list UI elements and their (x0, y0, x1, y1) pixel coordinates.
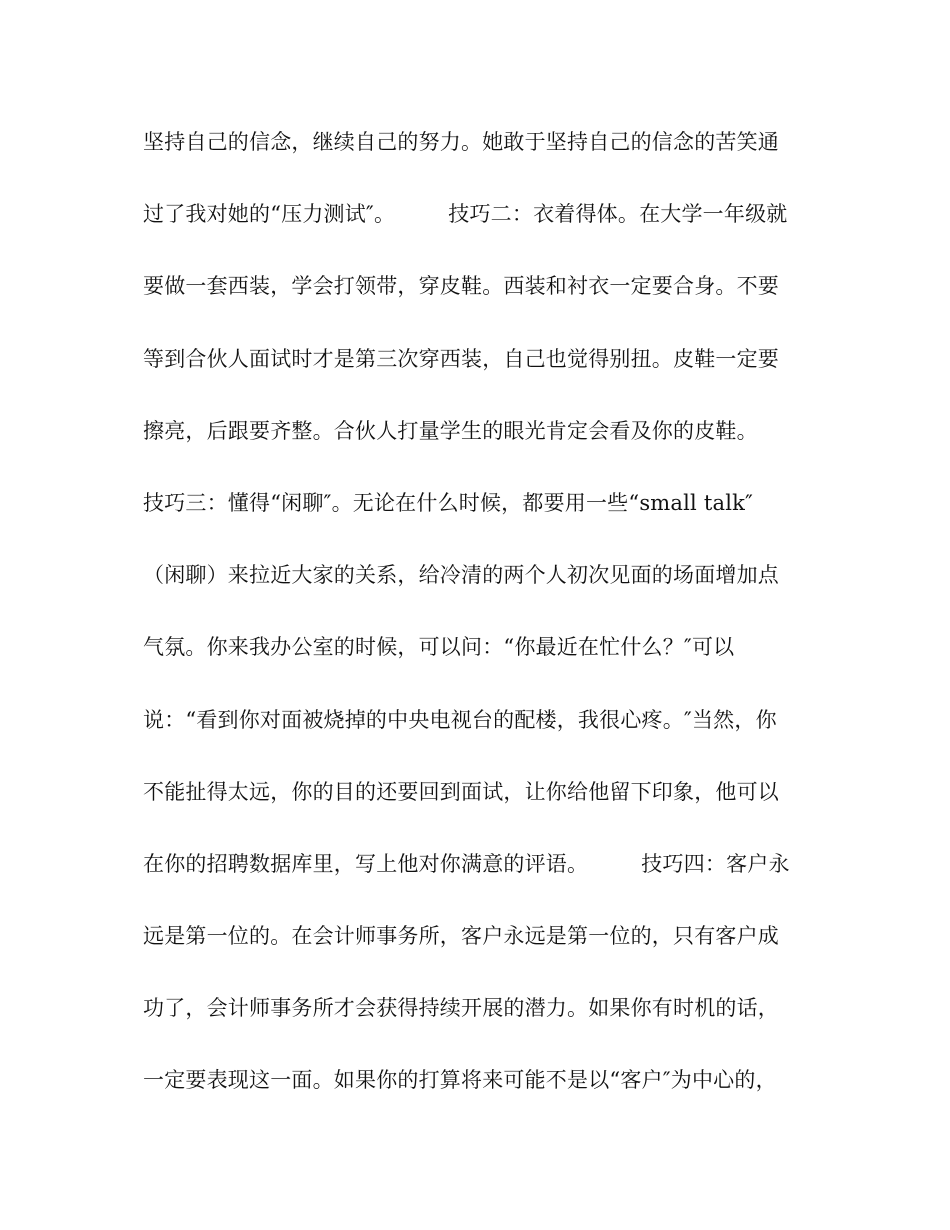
text-line: 气氛。你来我办公室的时候，可以问：“你最近在忙什么？″可以 (143, 635, 735, 660)
text-line: 过了我对她的“压力测试″。 技巧二：衣着得体。在大学一年级就 (143, 202, 788, 227)
text-line: 技巧三：懂得“闲聊″。无论在什么时候，都要用一些“small talk″ (143, 490, 754, 515)
text-line: 说：“看到你对面被烧掉的中央电视台的配楼，我很心疼。″当然，你 (143, 707, 777, 732)
text-line: 等到合伙人面试时才是第三次穿西装，自己也觉得别扭。皮鞋一定要 (143, 346, 779, 371)
text-line: 要做一套西装，学会打领带，穿皮鞋。西装和衬衣一定要合身。不要 (143, 274, 779, 299)
text-line: 在你的招聘数据库里，写上他对你满意的评语。 技巧四：客户永 (143, 851, 790, 876)
text-line: 功了，会计师事务所才会获得持续开展的潜力。如果你有时机的话， (143, 996, 779, 1021)
text-line: 远是第一位的。在会计师事务所，客户永远是第一位的，只有客户成 (143, 924, 779, 949)
text-line: 不能扯得太远，你的目的还要回到面试，让你给他留下印象，他可以 (143, 779, 779, 804)
text-line: （闲聊）来拉近大家的关系，给冷清的两个人初次见面的场面增加点 (143, 563, 779, 588)
body-text (143, 124, 843, 1135)
text-line: 坚持自己的信念，继续自己的努力。她敢于坚持自己的信念的苦笑通 (143, 130, 779, 154)
text-line: 擦亮，后跟要齐整。合伙人打量学生的眼光肯定会看及你的皮鞋。 (143, 418, 758, 443)
text-line: 一定要表现这一面。如果你的打算将来可能不是以“客户″为中心的， (143, 1068, 777, 1093)
